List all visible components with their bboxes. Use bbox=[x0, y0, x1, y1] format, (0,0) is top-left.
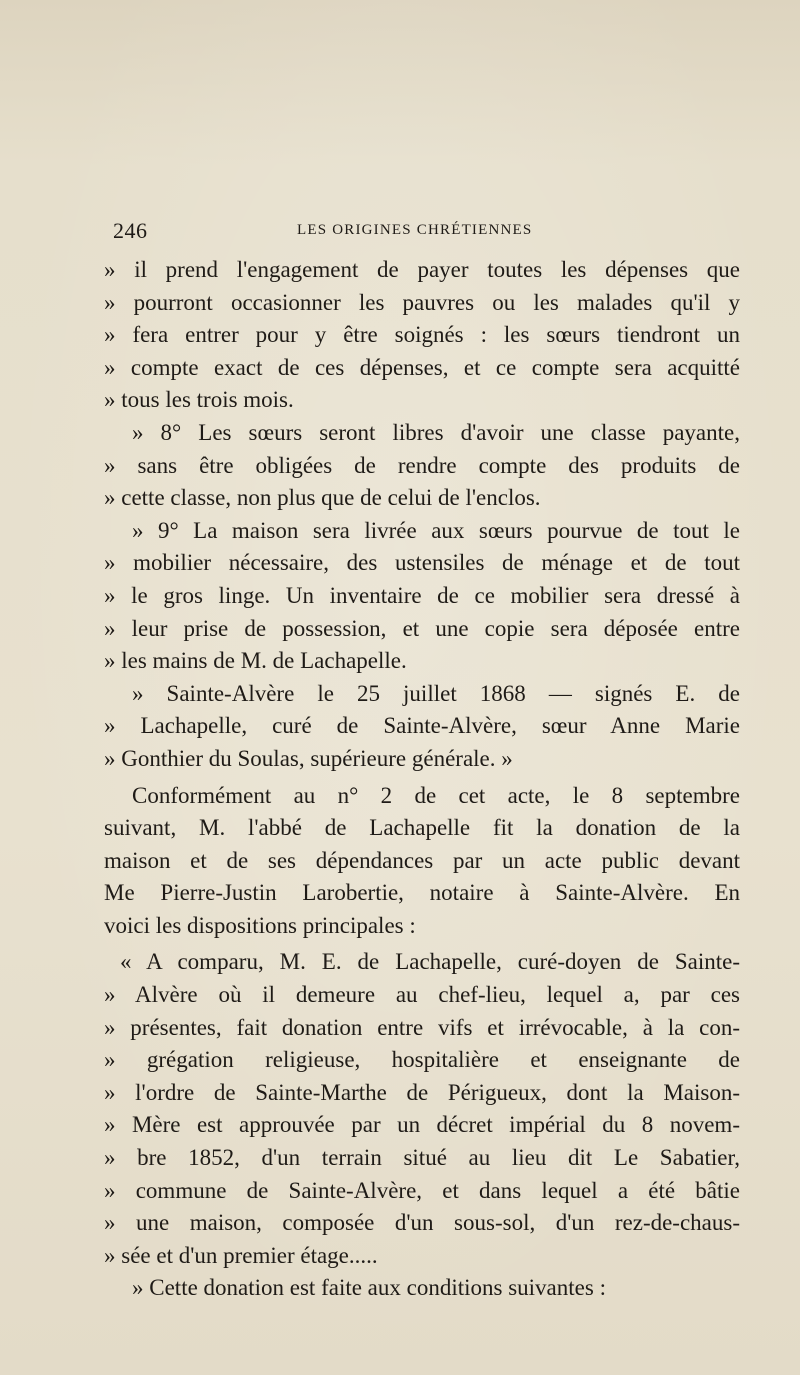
text-line: » Cette donation est faite aux conditions suivantes : bbox=[132, 1275, 606, 1301]
text-line: » grégation religieuse, hospitalière et enseignante de bbox=[104, 1047, 740, 1073]
text-line: » 9° La maison sera livrée aux sœurs pourvue de tout le bbox=[132, 517, 740, 543]
text-line: » le gros linge. Un inventaire de ce mobilier sera dressé à bbox=[104, 582, 740, 608]
text-line: » Mère est approuvée par un décret impérial du 8 novem- bbox=[104, 1112, 740, 1138]
text-line: » présentes, fait donation entre vifs et irrévocable, à la con- bbox=[104, 1014, 740, 1040]
text-line: » pourront occasionner les pauvres ou les malades qu'il y bbox=[104, 289, 740, 315]
text-line: » les mains de M. de Lachapelle. bbox=[104, 648, 407, 674]
text-line: » mobilier nécessaire, des ustensiles de ménage et de tout bbox=[104, 550, 740, 576]
text-line: maison et de ses dépendances par un acte public devant bbox=[104, 847, 740, 873]
text-line: » sans être obligées de rendre compte des produits de bbox=[104, 452, 740, 478]
body-text bbox=[104, 254, 740, 1305]
running-title: LES ORIGINES CHRÉTIENNES bbox=[297, 222, 533, 238]
text-line: » fera entrer pour y être soignés : les sœurs tiendront un bbox=[104, 322, 740, 348]
text-line: » bre 1852, d'un terrain situé au lieu dit Le Sabatier, bbox=[104, 1145, 740, 1171]
text-line: » leur prise de possession, et une copie sera déposée entre bbox=[104, 615, 740, 641]
text-line: Me Pierre-Justin Larobertie, notaire à Sainte-Alvère. En bbox=[104, 880, 740, 906]
text-line: » commune de Sainte-Alvère, et dans lequel a été bâtie bbox=[104, 1177, 740, 1203]
text-line: » cette classe, non plus que de celui de l'enclos. bbox=[104, 485, 541, 511]
text-line: » Alvère où il demeure au chef-lieu, lequel a, par ces bbox=[104, 982, 740, 1008]
page-header bbox=[113, 218, 743, 248]
text-line: Conformément au n° 2 de cet acte, le 8 septembre bbox=[132, 782, 740, 808]
text-line: suivant, M. l'abbé de Lachapelle fit la donation de la bbox=[104, 815, 740, 841]
text-line: « A comparu, M. E. de Lachapelle, curé-doyen de Sainte- bbox=[120, 949, 740, 975]
text-line: » tous les trois mois. bbox=[104, 387, 294, 413]
text-line: » 8° Les sœurs seront libres d'avoir une classe payante, bbox=[132, 419, 740, 445]
text-line: » Lachapelle, curé de Sainte-Alvère, sœur Anne Marie bbox=[104, 713, 740, 739]
text-line: » Gonthier du Soulas, supérieure générale. » bbox=[104, 745, 513, 771]
text-line: » Sainte-Alvère le 25 juillet 1868 — signés E. de bbox=[132, 680, 740, 706]
text-line: voici les dispositions principales : bbox=[104, 912, 416, 938]
text-line: » une maison, composée d'un sous-sol, d'un rez-de-chaus- bbox=[104, 1210, 740, 1236]
page-number: 246 bbox=[113, 218, 148, 243]
text-line: » l'ordre de Sainte-Marthe de Périgueux, dont la Maison- bbox=[104, 1079, 740, 1105]
text-line: » sée et d'un premier étage..... bbox=[104, 1242, 378, 1268]
text-line: » il prend l'engagement de payer toutes les dépenses que bbox=[104, 257, 740, 282]
text-line: » compte exact de ces dépenses, et ce compte sera acquitté bbox=[104, 354, 740, 380]
